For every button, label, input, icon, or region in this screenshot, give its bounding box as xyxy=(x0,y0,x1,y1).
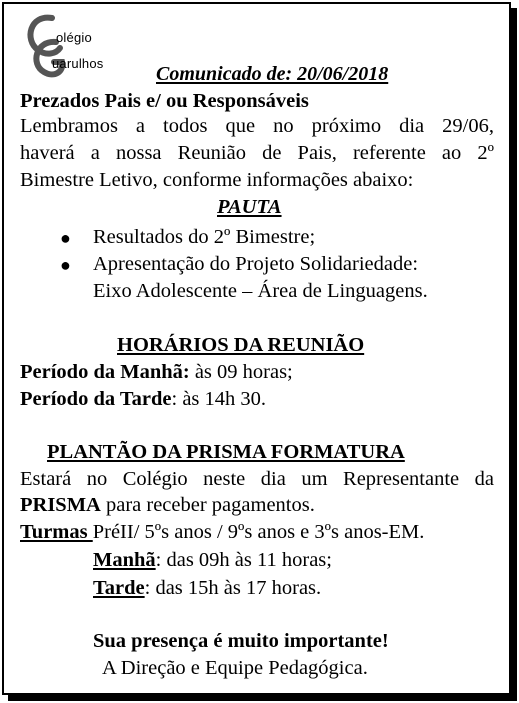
plantao-line-2-rest: para receber pagamentos. xyxy=(100,494,315,516)
turmas-label: Turmas xyxy=(20,521,93,543)
communique-date-title: Comunicado de: 20/06/2018 xyxy=(156,63,389,85)
tarde-line xyxy=(93,576,321,600)
horario-manha xyxy=(20,360,293,384)
turmas-value: PréII/ 5ºs anos / 9ºs anos e 3ºs anos-EM. xyxy=(92,521,425,543)
closing-signature: A Direção e Equipe Pedagógica. xyxy=(102,657,368,679)
plantao-line-2 xyxy=(20,493,315,517)
school-logo-mark xyxy=(22,12,134,82)
horario-manha-label: Período da Manhã: xyxy=(20,361,190,383)
prisma-name: PRISMA xyxy=(20,494,101,516)
horario-tarde-label: Período da Tarde xyxy=(20,388,172,410)
plantao-title: PLANTÃO DA PRISMA FORMATURA xyxy=(47,441,405,463)
intro-line-1: Lembramos a todos que no próximo dia 29/06, xyxy=(20,115,494,137)
horario-tarde xyxy=(20,387,266,411)
manha-value: : das 09h às 11 horas; xyxy=(155,549,332,571)
bullet-icon: ● xyxy=(60,228,71,248)
turmas-line xyxy=(20,520,424,544)
school-logo xyxy=(22,12,134,82)
greeting: Prezados Pais e/ ou Responsáveis xyxy=(20,90,309,112)
logo-text-line2: uarulhos xyxy=(52,56,104,71)
intro-line-3: Bimestre Letivo, conforme informações abaixo: xyxy=(20,169,414,191)
pauta-title: PAUTA xyxy=(217,196,282,218)
bullet-icon: ● xyxy=(60,255,71,275)
horarios-title: HORÁRIOS DA REUNIÃO xyxy=(117,334,365,356)
pauta-item-2-line2: Eixo Adolescente – Área de Linguagens. xyxy=(93,280,428,302)
closing-importance: Sua presença é muito importante! xyxy=(93,630,389,652)
plantao-line-1: Estará no Colégio neste dia um Representante da xyxy=(20,468,494,490)
pauta-item-2-line1: Apresentação do Projeto Solidariedade: xyxy=(93,253,419,275)
pauta-item-1: Resultados do 2º Bimestre; xyxy=(93,226,316,248)
horario-manha-value: às 09 horas; xyxy=(189,361,293,383)
tarde-label: Tarde xyxy=(93,577,145,599)
manha-line xyxy=(93,548,332,572)
horario-tarde-value: : às 14h 30. xyxy=(171,388,267,410)
intro-line-2: haverá a nossa Reunião de Pais, referente ao 2º xyxy=(20,142,494,164)
logo-text-line1: olégio xyxy=(56,30,92,45)
manha-label: Manhã xyxy=(93,549,156,571)
tarde-value: : das 15h às 17 horas. xyxy=(144,577,322,599)
